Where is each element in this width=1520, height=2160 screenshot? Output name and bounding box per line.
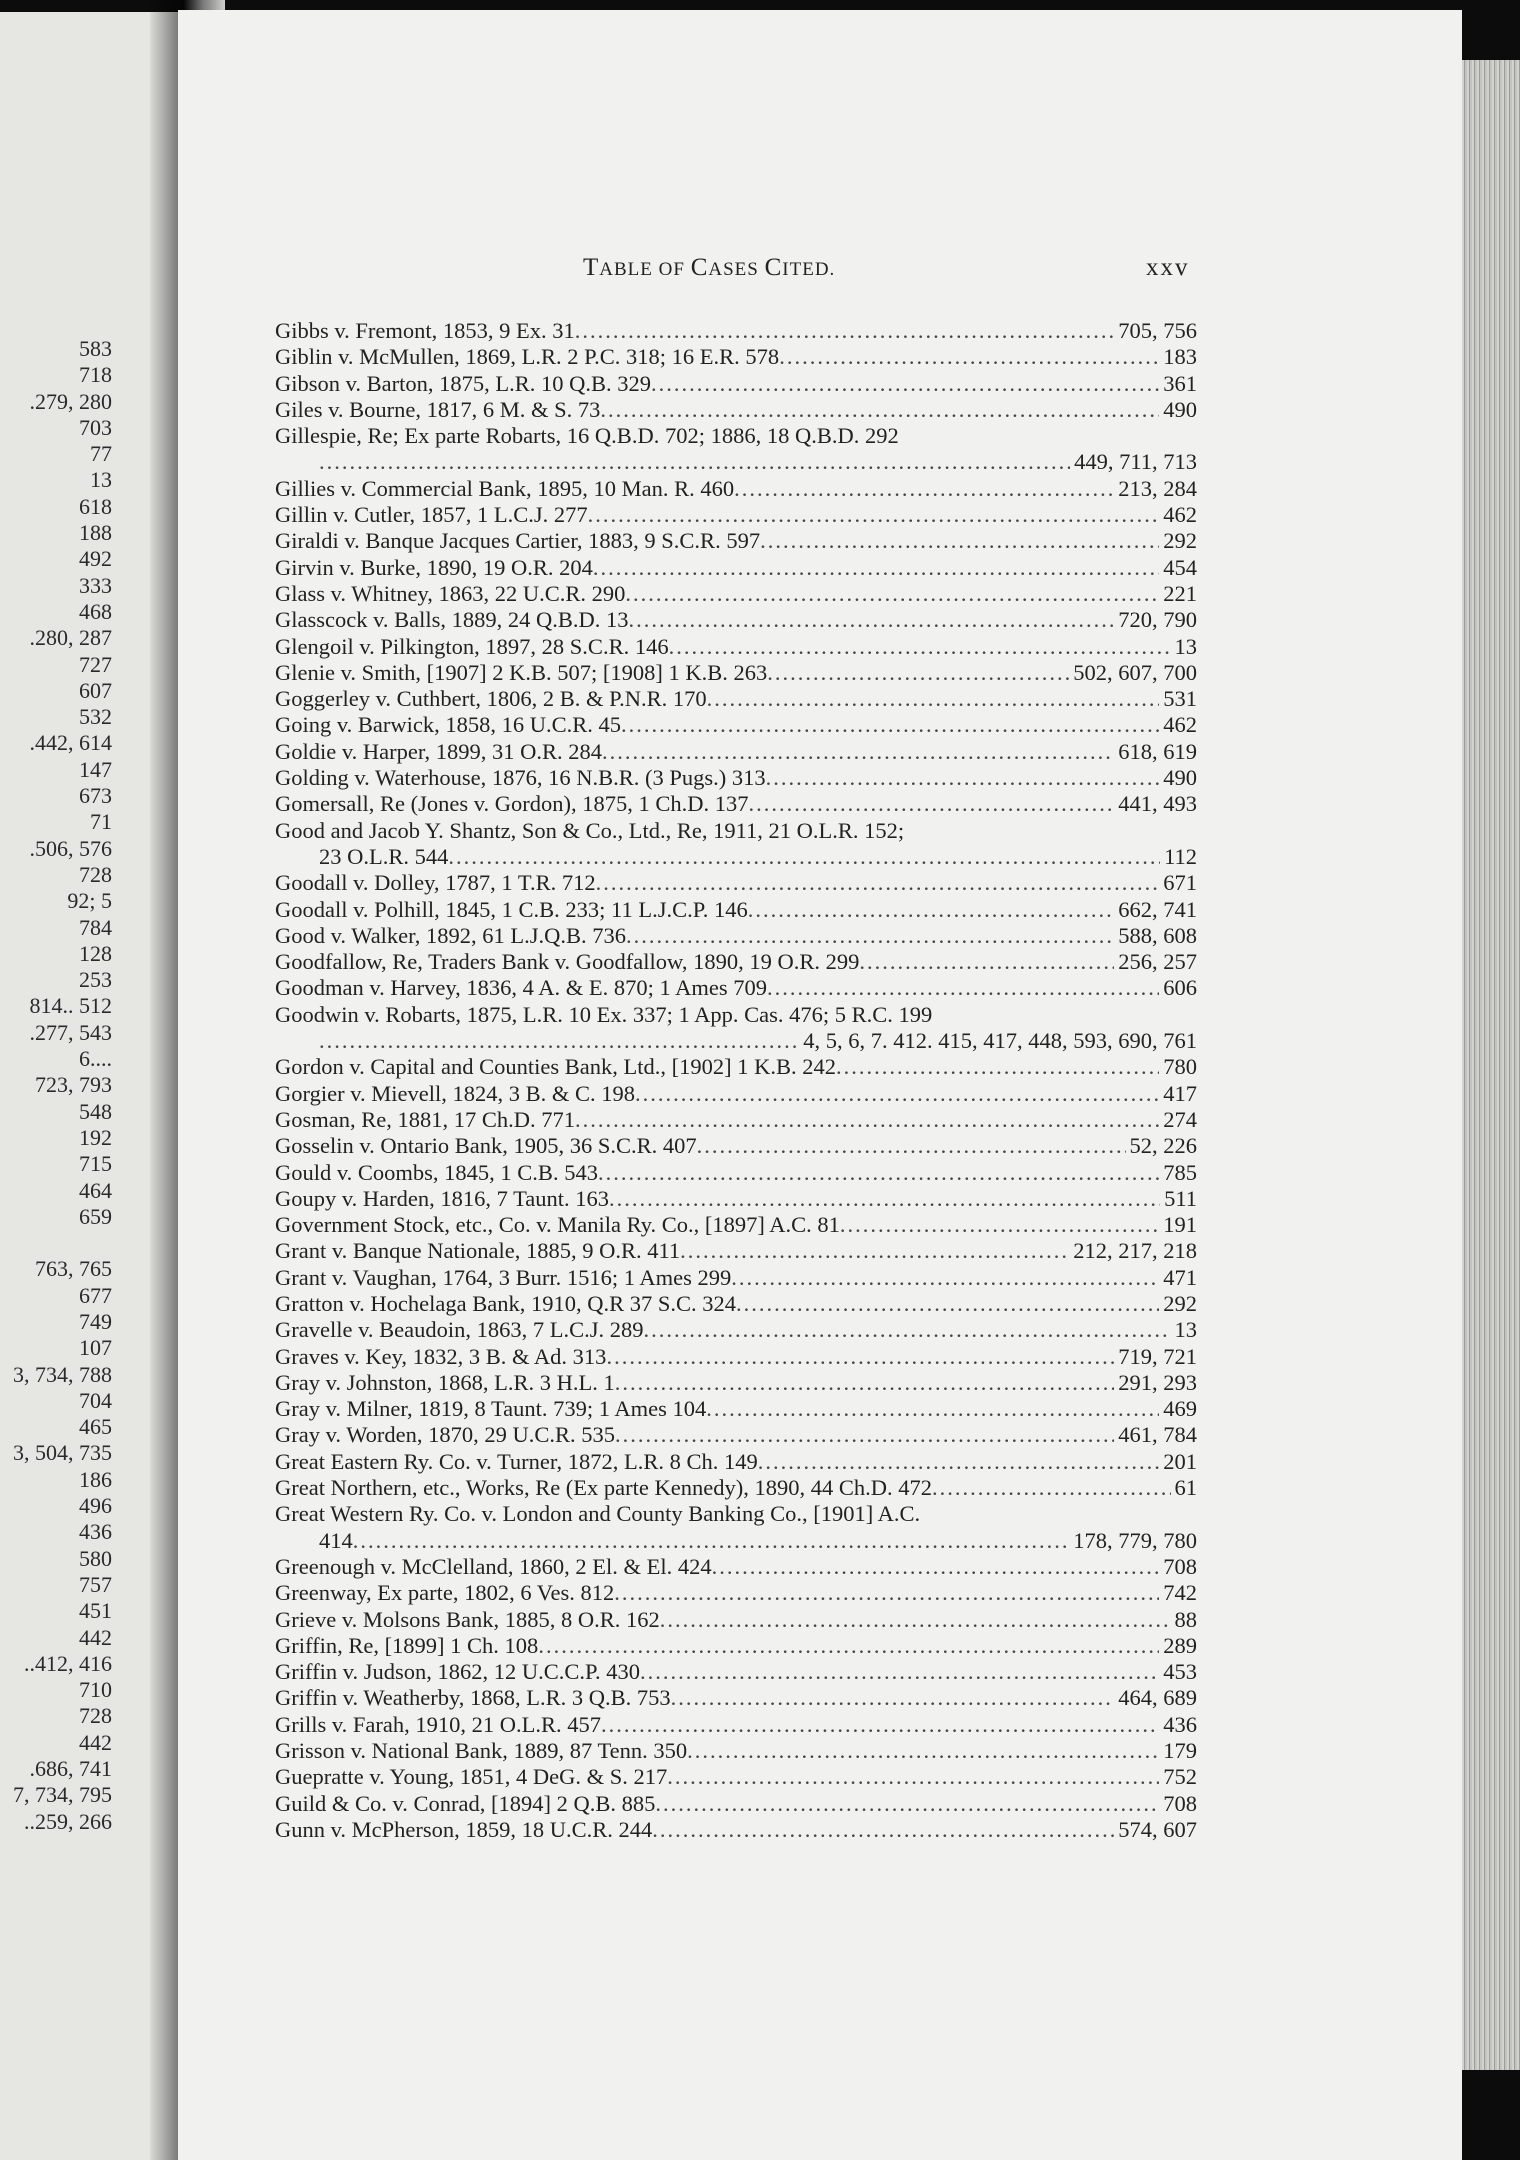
left-page-line: 3, 734, 788 [13,1361,112,1387]
leader-dots [621,712,1159,738]
left-page-line: 92; 5 [67,888,112,914]
case-citation: Goggerley v. Cuthbert, 1806, 2 B. & P.N.R. 170 [275,686,707,712]
case-pages: 88 [1174,1606,1197,1632]
left-page-line: 532 [79,704,112,730]
case-pages: 417 [1163,1080,1197,1106]
leader-dots [767,975,1159,1001]
case-citation: Gunn v. McPherson, 1859, 18 U.C.R. 244 [275,1816,653,1842]
left-page-line: 13 [90,467,112,493]
case-pages: 662, 741 [1118,896,1197,922]
case-entry [275,1054,1197,1080]
left-page-line: 618 [79,493,112,519]
left-page-line: 253 [79,967,112,993]
case-list [275,318,1197,1843]
case-entry [275,1081,1197,1107]
leader-dots [588,502,1160,528]
case-entry [275,897,1197,923]
case-pages: 490 [1163,396,1197,422]
leader-dots [932,1475,1171,1501]
left-page-line: 77 [90,441,112,467]
case-entry [275,1607,1197,1633]
left-page-line: 464 [79,1177,112,1203]
case-entry [275,1160,1197,1186]
case-pages: 720, 790 [1118,607,1197,633]
leader-dots [652,1817,1114,1843]
case-citation: Gosman, Re, 1881, 17 Ch.D. 771 [275,1106,575,1132]
leader-dots [680,1238,1069,1264]
case-pages: 191 [1163,1212,1197,1238]
case-pages: 221 [1163,580,1197,606]
left-page-line: 677 [79,1282,112,1308]
left-page-line: 723, 793 [35,1072,112,1098]
case-citation: Gray v. Johnston, 1868, L.R. 3 H.L. 1 [275,1369,615,1395]
case-entry [275,1501,1197,1527]
case-entry [275,1580,1197,1606]
case-entry [275,1554,1197,1580]
left-page-line: 3, 504, 735 [13,1440,112,1466]
case-citation: Grieve v. Molsons Bank, 1885, 8 O.R. 162 [275,1606,660,1632]
case-pages: 742 [1163,1580,1197,1606]
leader-dots [602,739,1114,765]
leader-dots [712,1554,1160,1580]
case-entry [275,975,1197,1001]
case-citation: Greenway, Ex parte, 1802, 6 Ves. 812 [275,1580,615,1606]
case-citation: Gosselin v. Ontario Bank, 1905, 36 S.C.R. 407 [275,1133,697,1159]
left-page-page-numbers [0,336,112,1835]
case-entry [275,371,1197,397]
case-citation: Glasscock v. Balls, 1889, 24 Q.B.D. 13 [275,607,629,633]
left-page-line: 436 [79,1519,112,1545]
case-pages: 112 [1164,843,1197,869]
case-pages: 4, 5, 6, 7. 412. 415, 417, 448, 593, 690, 761 [803,1028,1197,1054]
case-citation: Gillespie, Re; Ex parte Robarts, 16 Q.B.D. 702; 1886, 18 Q.B.D. 292 [275,423,899,449]
case-citation: Golding v. Waterhouse, 1876, 16 N.B.R. (3 Pugs.) 313 [275,765,766,791]
case-citation: Gray v. Worden, 1870, 29 U.C.R. 535 [275,1422,616,1448]
case-citation: Great Western Ry. Co. v. London and County Banking Co., [1901] A.C. [275,1501,921,1527]
case-pages: 606 [1163,975,1197,1001]
case-entry [275,1738,1197,1764]
case-citation: Griffin, Re, [1899] 1 Ch. 108 [275,1632,539,1658]
case-entry [275,423,1197,449]
case-citation: Goodman v. Harvey, 1836, 4 A. & E. 870; 1 Ames 709 [275,975,768,1001]
case-entry [275,686,1197,712]
leader-dots [319,1028,799,1054]
left-page-line: 580 [79,1545,112,1571]
case-entry [275,1449,1197,1475]
case-citation: Great Northern, etc., Works, Re (Ex parte Kennedy), 1890, 44 Ch.D. 472 [275,1475,932,1501]
case-citation: Grisson v. National Bank, 1889, 87 Tenn. 350 [275,1738,688,1764]
leader-dots [651,371,1159,397]
leader-dots [749,791,1115,817]
left-page-line: ..412, 416 [24,1650,112,1676]
case-entry [275,1238,1197,1264]
case-entry [275,1028,1197,1054]
case-pages: 361 [1163,370,1197,396]
case-entry [275,502,1197,528]
case-citation: Goodall v. Dolley, 1787, 1 T.R. 712 [275,870,596,896]
case-citation: Grills v. Farah, 1910, 21 O.L.R. 457 [275,1711,602,1737]
leader-dots [736,1291,1159,1317]
leader-dots [575,1107,1159,1133]
left-page-line: 784 [79,914,112,940]
case-entry [275,1659,1197,1685]
case-entry [275,1265,1197,1291]
leader-dots [643,1317,1170,1343]
case-citation: Greenough v. McClelland, 1860, 2 El. & El. 424 [275,1553,712,1579]
left-page-line: 7, 734, 795 [13,1782,112,1808]
case-entry [275,1633,1197,1659]
case-citation: Gillies v. Commercial Bank, 1895, 10 Man. R. 460 [275,475,735,501]
leader-dots [760,528,1159,554]
left-page-line: 757 [79,1571,112,1597]
leader-dots [859,949,1114,975]
case-citation: Griffin v. Judson, 1862, 12 U.C.C.P. 430 [275,1659,641,1685]
leader-dots [734,476,1114,502]
leader-dots [625,581,1159,607]
case-pages: 708 [1163,1790,1197,1816]
case-citation: Good and Jacob Y. Shantz, Son & Co., Ltd., Re, 1911, 21 O.L.R. 152; [275,817,905,843]
leader-dots [538,1633,1159,1659]
left-page-line: 192 [79,1124,112,1150]
left-page-line: 442 [79,1624,112,1650]
leader-dots [669,634,1171,660]
left-page-line: 718 [79,362,112,388]
case-citation: Gray v. Milner, 1819, 8 Taunt. 739; 1 Ames 104 [275,1396,707,1422]
case-citation: Government Stock, etc., Co. v. Manila Ry. Co., [1897] A.C. 81 [275,1212,840,1238]
case-entry [275,1291,1197,1317]
left-page-line: .686, 741 [29,1756,112,1782]
case-pages: 454 [1163,554,1197,580]
leader-dots [448,844,1160,870]
leader-dots [615,1370,1114,1396]
leader-dots [635,1081,1159,1107]
case-citation: Giblin v. McMullen, 1869, L.R. 2 P.C. 318; 16 E.R. 578 [275,344,780,370]
case-pages: 13 [1174,633,1197,659]
case-pages: 752 [1163,1764,1197,1790]
case-citation: Glass v. Whitney, 1863, 22 U.C.R. 290 [275,580,626,606]
leader-dots [671,1685,1115,1711]
case-entry [275,555,1197,581]
leader-dots [697,1133,1126,1159]
case-pages: 212, 217, 218 [1073,1238,1197,1264]
case-citation: Guild & Co. v. Conrad, [1894] 2 Q.B. 885 [275,1790,656,1816]
leader-dots [606,1344,1114,1370]
case-pages: 461, 784 [1118,1422,1197,1448]
left-page-line: 814.. 512 [29,993,112,1019]
left-page-line: 727 [79,651,112,677]
case-entry [275,1817,1197,1843]
case-pages: 490 [1163,765,1197,791]
case-pages: 574, 607 [1118,1816,1197,1842]
leader-dots [758,1449,1159,1475]
case-pages: 292 [1163,1290,1197,1316]
case-citation: Giraldi v. Banque Jacques Cartier, 1883, 9 S.C.R. 597 [275,528,761,554]
case-citation: Gomersall, Re (Jones v. Gordon), 1875, 1 Ch.D. 137 [275,791,749,817]
case-pages: 52, 226 [1129,1133,1197,1159]
leader-dots [596,870,1160,896]
case-entry [275,607,1197,633]
case-entry [275,1685,1197,1711]
left-page-line: 583 [79,336,112,361]
left-page-line: 128 [79,940,112,966]
case-entry [275,476,1197,502]
left-page-line: 763, 765 [35,1256,112,1282]
case-entry [275,397,1197,423]
case-entry [275,739,1197,765]
case-pages: 705, 756 [1118,318,1197,343]
case-pages: 179 [1163,1738,1197,1764]
left-page-line: 673 [79,783,112,809]
leader-dots [766,765,1160,791]
leader-dots [731,1265,1159,1291]
leader-dots [836,1054,1159,1080]
case-pages: 618, 619 [1118,738,1197,764]
left-page-line: 749 [79,1308,112,1334]
leader-dots [615,1422,1114,1448]
case-entry [275,344,1197,370]
case-pages: 471 [1163,1264,1197,1290]
leader-dots [687,1738,1159,1764]
case-entry [275,791,1197,817]
left-page-line: 468 [79,598,112,624]
case-entry [275,1396,1197,1422]
page-edges [1462,60,1520,2070]
case-pages: 780 [1163,1054,1197,1080]
case-citation: 414 [319,1527,353,1553]
case-entry [275,765,1197,791]
left-page-line: 659 [79,1203,112,1229]
left-page-line: 728 [79,1703,112,1729]
case-pages: 462 [1163,502,1197,528]
left-page-line [0,1230,112,1256]
leader-dots [779,344,1159,370]
case-pages: 464, 689 [1118,1685,1197,1711]
case-entry [275,1186,1197,1212]
case-entry [275,1133,1197,1159]
left-page-line: 704 [79,1387,112,1413]
case-citation: Grant v. Vaughan, 1764, 3 Burr. 1516; 1 Ames 299 [275,1264,732,1290]
left-page-line: 147 [79,756,112,782]
leader-dots [626,923,1114,949]
left-page-line: 710 [79,1677,112,1703]
case-citation: Gravelle v. Beaudoin, 1863, 7 L.C.J. 289 [275,1317,644,1343]
case-citation: Graves v. Key, 1832, 3 B. & Ad. 313 [275,1343,607,1369]
case-citation: Going v. Barwick, 1858, 16 U.C.R. 45 [275,712,622,738]
leader-dots [640,1659,1159,1685]
case-pages: 785 [1163,1159,1197,1185]
case-entry [275,1791,1197,1817]
case-pages: 469 [1163,1396,1197,1422]
case-citation: Goupy v. Harden, 1816, 7 Taunt. 163 [275,1185,610,1211]
case-entry [275,844,1197,870]
case-pages: 441, 493 [1118,791,1197,817]
leader-dots [629,607,1115,633]
page-number: xxv [1146,254,1190,281]
case-pages: 61 [1174,1475,1197,1501]
case-citation: Glenie v. Smith, [1907] 2 K.B. 507; [1908] 1 K.B. 263 [275,659,768,685]
left-page-line: .280, 287 [29,625,112,651]
case-entry [275,870,1197,896]
case-pages: 274 [1163,1106,1197,1132]
case-entry [275,1107,1197,1133]
case-pages: 178, 779, 780 [1073,1527,1197,1553]
case-citation: Gibson v. Barton, 1875, L.R. 10 Q.B. 329 [275,370,652,396]
case-citation: Grant v. Banque Nationale, 1885, 9 O.R. 411 [275,1238,681,1264]
leader-dots [614,1580,1159,1606]
leader-dots [593,555,1159,581]
left-page-line: 71 [90,809,112,835]
case-entry [275,712,1197,738]
case-citation: Griffin v. Weatherby, 1868, L.R. 3 Q.B. 753 [275,1685,671,1711]
left-page-line: 333 [79,572,112,598]
leader-dots [353,1528,1070,1554]
left-page-line: .442, 614 [29,730,112,756]
case-pages: 462 [1163,712,1197,738]
case-entry [275,1344,1197,1370]
left-page-line: 607 [79,677,112,703]
case-pages: 292 [1163,528,1197,554]
case-pages: 436 [1163,1711,1197,1737]
left-page-line: .279, 280 [29,388,112,414]
case-citation: Goodfallow, Re, Traders Bank v. Goodfallow, 1890, 19 O.R. 299 [275,949,860,975]
leader-dots [767,660,1069,686]
case-pages: 13 [1174,1317,1197,1343]
case-citation: Goldie v. Harper, 1899, 31 O.R. 284 [275,738,602,764]
case-pages: 289 [1163,1632,1197,1658]
leader-dots [707,686,1160,712]
case-pages: 449, 711, 713 [1074,449,1197,475]
leader-dots [840,1212,1159,1238]
left-page-line: 703 [79,414,112,440]
left-page-line: 107 [79,1335,112,1361]
left-page-line: 492 [79,546,112,572]
case-pages: 708 [1163,1553,1197,1579]
case-entry [275,1370,1197,1396]
left-page-line: 465 [79,1414,112,1440]
case-citation: Giles v. Bourne, 1817, 6 M. & S. 73 [275,396,601,422]
case-entry [275,1528,1197,1554]
leader-dots [667,1764,1159,1790]
case-entry [275,660,1197,686]
case-pages: 671 [1163,870,1197,896]
page-title: TABLE OF CASES CITED. [583,254,836,281]
case-pages: 531 [1163,686,1197,712]
left-page-line: 728 [79,861,112,887]
case-entry [275,1317,1197,1343]
case-pages: 453 [1163,1659,1197,1685]
case-pages: 719, 721 [1118,1343,1197,1369]
case-pages: 502, 607, 700 [1073,659,1197,685]
case-entry [275,818,1197,844]
left-page-line: 451 [79,1598,112,1624]
case-entry [275,449,1197,475]
case-entry [275,318,1197,344]
left-page-line: 6.... [79,1046,112,1072]
case-citation: Great Eastern Ry. Co. v. Turner, 1872, L.R. 8 Ch. 149 [275,1448,758,1474]
case-citation: Gordon v. Capital and Counties Bank, Ltd., [1902] 1 K.B. 242 [275,1054,836,1080]
leader-dots [655,1791,1159,1817]
case-citation: Gratton v. Hochelaga Bank, 1910, Q.R 37 S.C. 324 [275,1290,736,1316]
leader-dots [660,1607,1171,1633]
case-pages: 291, 293 [1118,1369,1197,1395]
case-citation: Gibbs v. Fremont, 1853, 9 Ex. 31 [275,318,575,343]
case-citation: Good v. Walker, 1892, 61 L.J.Q.B. 736 [275,922,627,948]
left-page-line: 188 [79,520,112,546]
left-page-line: ..259, 266 [24,1808,112,1834]
case-pages: 511 [1164,1185,1197,1211]
case-entry [275,1002,1197,1028]
case-entry [275,1422,1197,1448]
case-citation: 23 O.L.R. 544 [319,843,449,869]
case-entry [275,923,1197,949]
leader-dots [598,1160,1159,1186]
leader-dots [600,397,1159,423]
case-pages: 201 [1163,1448,1197,1474]
left-page-line: .506, 576 [29,835,112,861]
case-pages: 588, 608 [1118,922,1197,948]
leader-dots [575,318,1114,344]
case-citation: Gould v. Coombs, 1845, 1 C.B. 543 [275,1159,598,1185]
case-pages: 256, 257 [1118,949,1197,975]
left-page-line: 548 [79,1098,112,1124]
case-citation: Goodwin v. Robarts, 1875, L.R. 10 Ex. 337; 1 App. Cas. 476; 5 R.C. 199 [275,1001,933,1027]
left-page-line: .277, 543 [29,1019,112,1045]
leader-dots [609,1186,1160,1212]
case-entry [275,949,1197,975]
case-entry [275,1764,1197,1790]
case-citation: Gorgier v. Mievell, 1824, 3 B. & C. 198 [275,1080,635,1106]
left-page-line: 496 [79,1493,112,1519]
case-entry [275,1475,1197,1501]
case-pages: 183 [1163,344,1197,370]
case-entry [275,1712,1197,1738]
case-citation: Goodall v. Polhill, 1845, 1 C.B. 233; 11 L.J.C.P. 146 [275,896,748,922]
case-citation: Gillin v. Cutler, 1857, 1 L.C.J. 277 [275,502,588,528]
case-pages: 213, 284 [1118,475,1197,501]
case-citation: Glengoil v. Pilkington, 1897, 28 S.C.R. 146 [275,633,669,659]
left-page-line: 186 [79,1466,112,1492]
leader-dots [319,449,1070,475]
left-page-line: 442 [79,1729,112,1755]
left-page-line: 715 [79,1151,112,1177]
leader-dots [706,1396,1159,1422]
leader-dots [748,897,1114,923]
leader-dots [601,1712,1159,1738]
case-entry [275,1212,1197,1238]
case-entry [275,581,1197,607]
case-citation: Gueprattе v. Young, 1851, 4 DeG. & S. 217 [275,1764,668,1790]
case-entry [275,528,1197,554]
case-citation: Girvin v. Burke, 1890, 19 O.R. 204 [275,554,593,580]
case-entry [275,634,1197,660]
